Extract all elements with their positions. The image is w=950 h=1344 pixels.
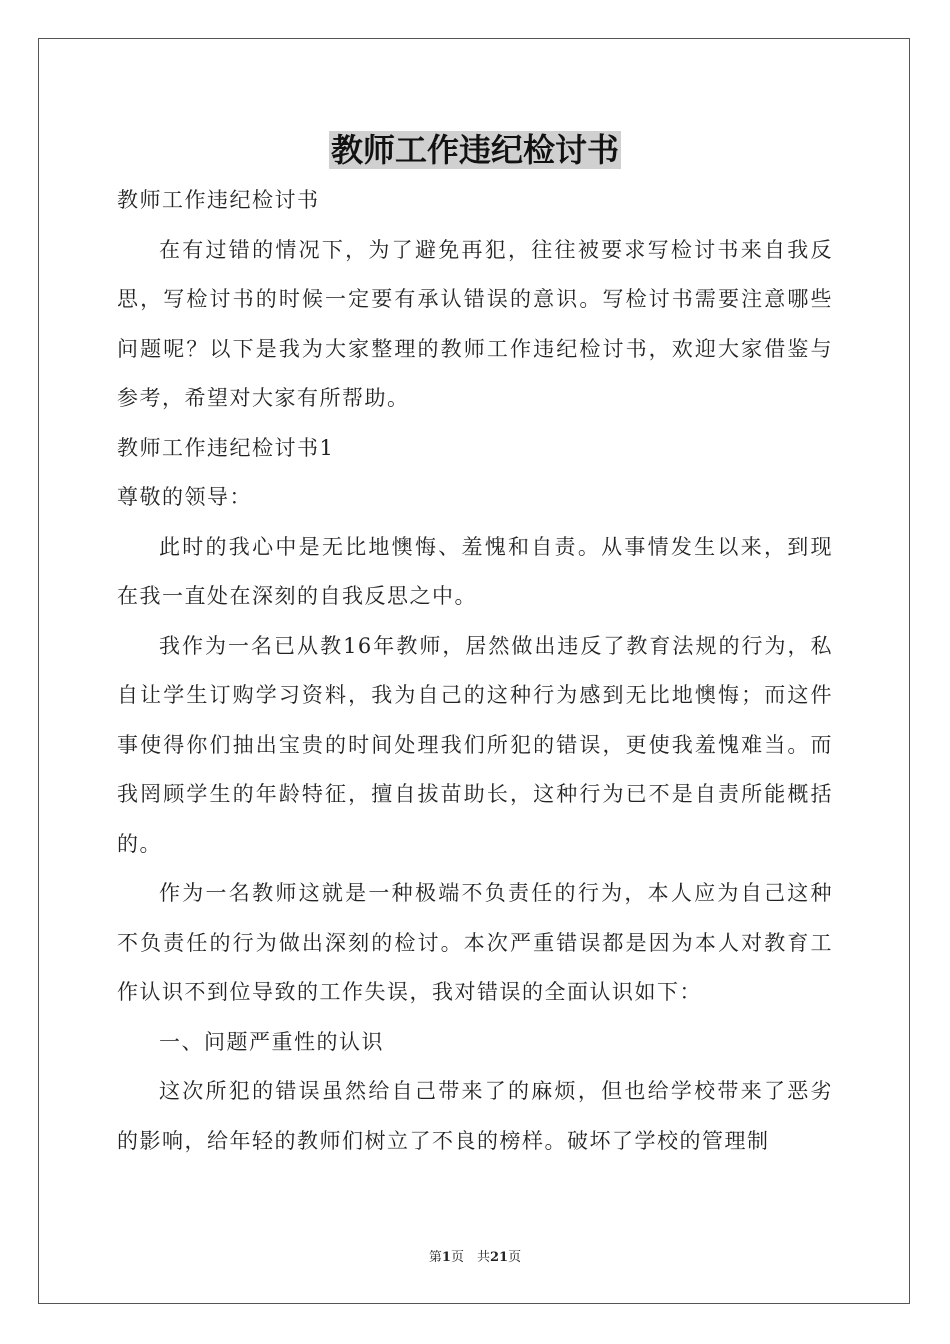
page-mid: 页 共	[450, 1250, 490, 1265]
subheading: 一、问题严重性的认识	[159, 1029, 384, 1054]
document-body	[117, 176, 833, 1166]
intro-paragraph: 在有过错的情况下，为了避免再犯，往往被要求写检讨书来自我反思，写检讨书的时候一定要有承认错误的意识。写检讨书需要注意哪些问题呢？以下是我为大家整理的教师工作违纪检讨书，欢迎大家借鉴与参考，希望对大家有所帮助。	[117, 237, 833, 410]
page-suffix: 页	[508, 1250, 522, 1265]
page-total: 21	[489, 1250, 509, 1265]
salutation: 尊敬的领导：	[117, 485, 252, 509]
page-prefix: 第	[428, 1250, 442, 1265]
document-title: 教师工作违纪检讨书	[330, 131, 619, 169]
body-paragraph: 作为一名教师这就是一种极端不负责任的行为，本人应为自己这种不负责任的行为做出深刻的检讨。本次严重错误都是因为本人对教育工作认识不到位导致的工作失误，我对错误的全面认识如下：	[117, 881, 833, 1004]
section-heading: 教师工作违纪检讨书1	[117, 435, 335, 460]
document-subtitle: 教师工作违纪检讨书	[117, 188, 320, 212]
page-current: 1	[441, 1250, 451, 1265]
page-footer	[0, 1246, 950, 1265]
body-paragraph: 这次所犯的错误虽然给自己带来了的麻烦，但也给学校带来了恶劣的影响，给年轻的教师们树立了不良的榜样。破坏了学校的管理制	[117, 1079, 833, 1153]
body-paragraph: 此时的我心中是无比地懊悔、羞愧和自责。从事情发生以来，到现在我一直处在深刻的自我反思之中。	[117, 534, 833, 608]
body-paragraph: 我作为一名已从教16年教师，居然做出违反了教育法规的行为，私自让学生订购学习资料，我为自己的这种行为感到无比地懊悔；而这件事使得你们抽出宝贵的时间处理我们所犯的错误，更使我羞愧难当。而我罔顾学生的年龄特征，擅自拔苗助长，这种行为已不是自责所能概括的。	[117, 633, 833, 856]
